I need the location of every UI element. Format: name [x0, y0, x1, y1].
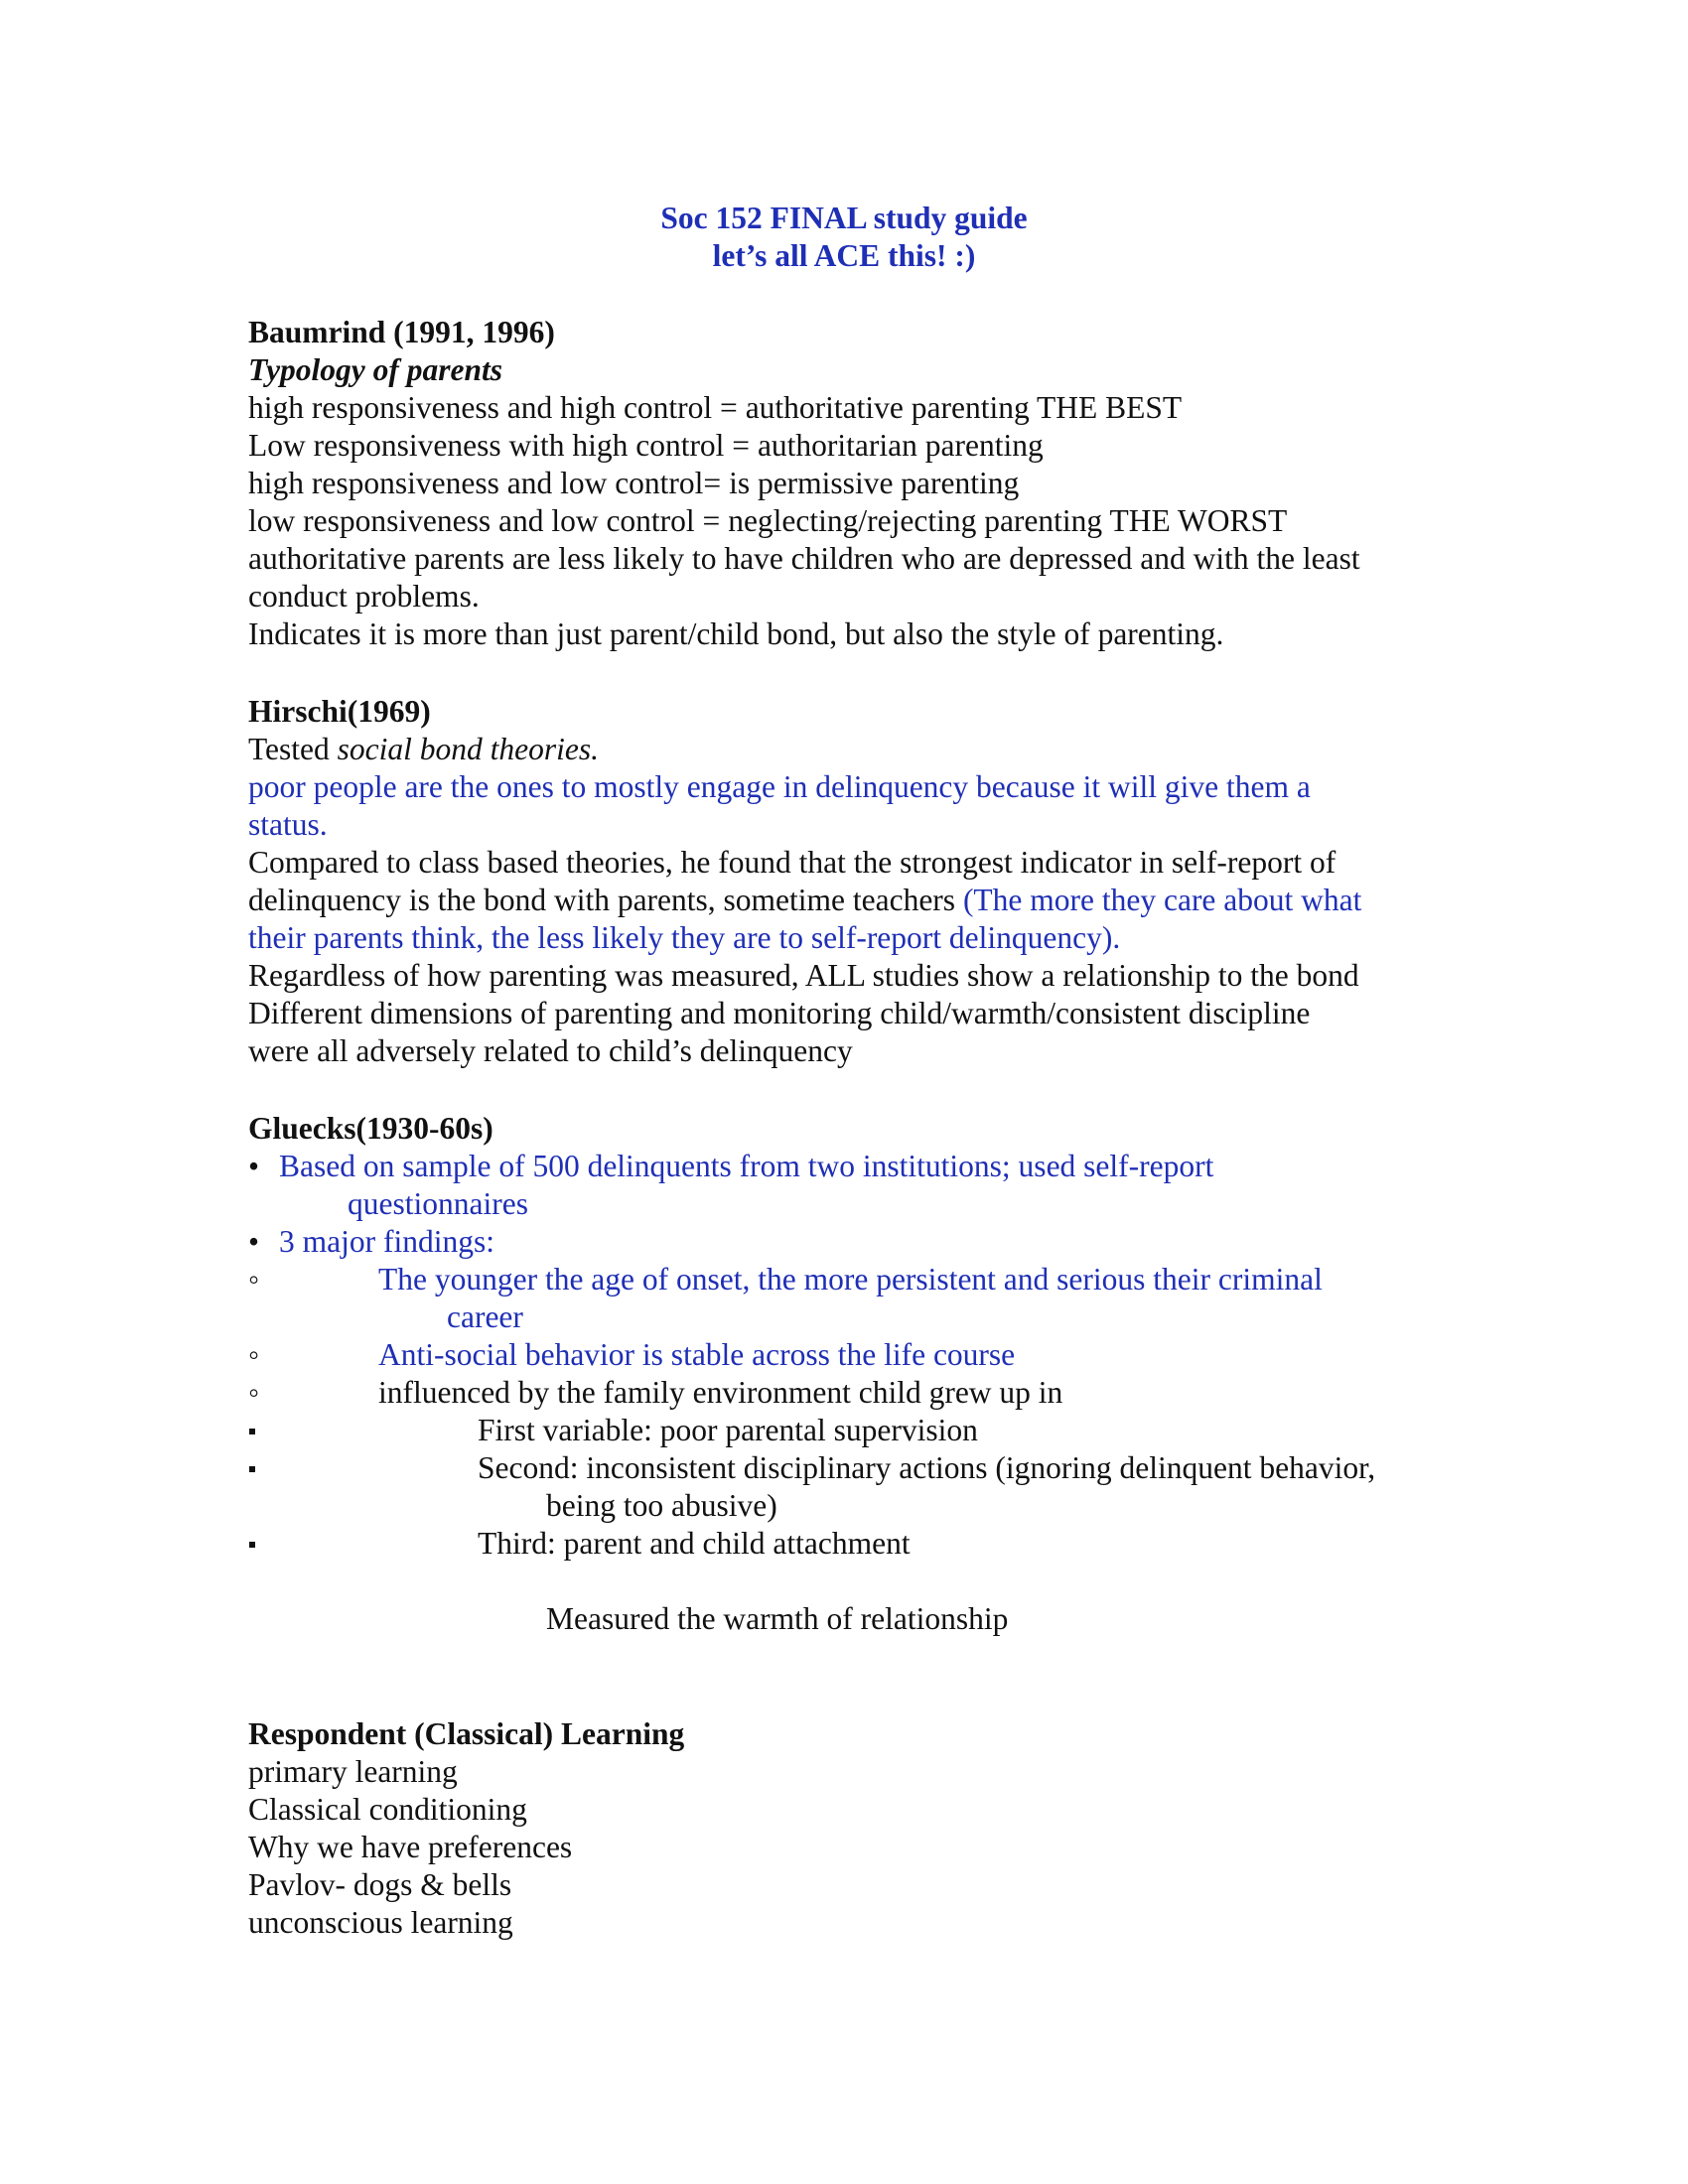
hirschi-line: Compared to class based theories, he found that the strongest indicator in self-report of	[248, 845, 1336, 880]
document-title: Soc 152 FINAL study guide	[660, 201, 1028, 235]
respondent-line: Why we have preferences	[248, 1830, 573, 1864]
respondent-heading: Respondent (Classical) Learning	[248, 1716, 685, 1751]
gluecks-finding-continued: career	[447, 1299, 523, 1334]
gluecks-finding: Anti-social behavior is stable across the life course	[378, 1337, 1016, 1372]
baumrind-line: authoritative parents are less likely to have children who are depressed and with the least	[248, 541, 1360, 576]
baumrind-heading: Baumrind (1991, 1996)	[248, 315, 555, 349]
baumrind-line: conduct problems.	[248, 579, 480, 614]
gluecks-variable: Third: parent and child attachment	[478, 1526, 911, 1561]
hirschi-line-blue-part: (The more they care about what	[962, 883, 1362, 917]
hirschi-line: Different dimensions of parenting and monitoring child/warmth/consistent discipline	[248, 996, 1311, 1030]
respondent-line: Pavlov- dogs & bells	[248, 1867, 512, 1902]
hirschi-blue-line: poor people are the ones to mostly engage in delinquency because it will give them a	[248, 769, 1311, 804]
hirschi-tested-term: social bond theories.	[337, 732, 599, 766]
circle-bullet-icon: ◦	[248, 1375, 260, 1410]
gluecks-variable: First variable: poor parental supervision	[478, 1413, 978, 1447]
gluecks-note: Measured the warmth of relationship	[546, 1601, 1009, 1636]
hirschi-line: Regardless of how parenting was measured, ALL studies show a relationship to the bond	[248, 958, 1359, 993]
square-bullet-icon	[249, 1429, 255, 1434]
hirschi-line-black-part: delinquency is the bond with parents, sometime teachers	[248, 883, 963, 917]
baumrind-line: high responsiveness and high control = authoritative parenting THE BEST	[248, 390, 1183, 425]
gluecks-heading: Gluecks(1930-60s)	[248, 1111, 493, 1146]
square-bullet-icon	[249, 1542, 255, 1548]
hirschi-blue-line: status.	[248, 807, 328, 842]
hirschi-heading: Hirschi(1969)	[248, 694, 431, 729]
circle-bullet-icon: ◦	[248, 1337, 260, 1372]
circle-bullet-icon: ◦	[248, 1262, 260, 1297]
hirschi-line: were all adversely related to child’s delinquency	[248, 1033, 853, 1068]
respondent-line: unconscious learning	[248, 1905, 513, 1940]
bullet-icon: •	[248, 1224, 260, 1259]
gluecks-bullet-item-continued: questionnaires	[348, 1186, 528, 1221]
square-bullet-icon	[249, 1466, 255, 1472]
gluecks-variable: Second: inconsistent disciplinary actions (ignoring delinquent behavior,	[478, 1450, 1376, 1485]
baumrind-line: Low responsiveness with high control = authoritarian parenting	[248, 428, 1044, 463]
hirschi-tested-line	[248, 731, 599, 768]
gluecks-finding: The younger the age of onset, the more persistent and serious their criminal	[378, 1262, 1323, 1297]
gluecks-bullet-item: Based on sample of 500 delinquents from two institutions; used self-report	[279, 1149, 1214, 1183]
hirschi-blue-line: their parents think, the less likely they are to self-report delinquency).	[248, 920, 1121, 955]
baumrind-line: low responsiveness and low control = neglecting/rejecting parenting THE WORST	[248, 503, 1288, 538]
bullet-icon: •	[248, 1149, 260, 1183]
gluecks-finding: influenced by the family environment child grew up in	[378, 1375, 1063, 1410]
baumrind-line: high responsiveness and low control= is permissive parenting	[248, 466, 1020, 500]
respondent-line: primary learning	[248, 1754, 458, 1789]
baumrind-subheading: Typology of parents	[248, 352, 503, 387]
gluecks-bullet-item: 3 major findings:	[279, 1224, 494, 1259]
hirschi-mixed-line	[248, 882, 1361, 919]
gluecks-variable-continued: being too abusive)	[546, 1488, 777, 1523]
baumrind-line: Indicates it is more than just parent/child bond, but also the style of parenting.	[248, 616, 1224, 651]
document-subtitle: let’s all ACE this! :)	[712, 238, 976, 273]
hirschi-tested-prefix: Tested	[248, 732, 338, 766]
respondent-line: Classical conditioning	[248, 1792, 527, 1827]
